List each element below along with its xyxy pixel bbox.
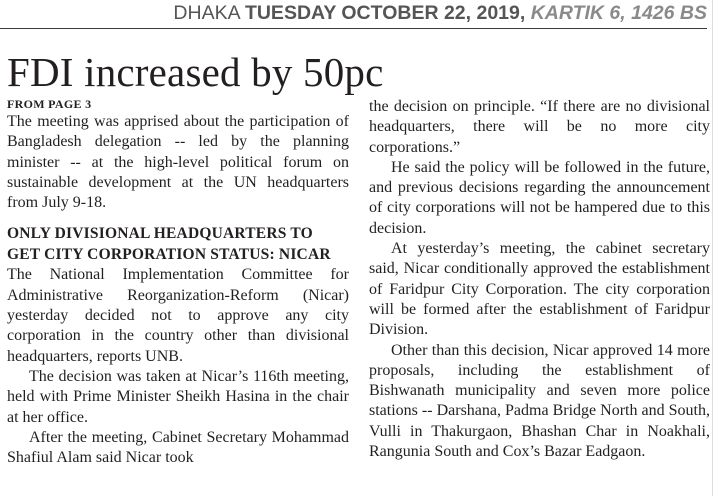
paragraph: Other than this decision, Nicar approved 14 more proposals, including the establishment of Bishwanath municipality and seven more police stations -- Darshana, Padma Bridge North and South, Vulli in Thakurgaon, Bhashan Char in Noakhali, Rangunia South and Cox’s Bazar Eadgaon. <box>369 341 710 461</box>
headline: FDI increased by 50pc <box>7 49 384 95</box>
dateline-date: TUESDAY OCTOBER 22, 2019, <box>244 2 526 24</box>
paragraph: The decision was taken at Nicar’s 116th meeting, held with Prime Minister Sheikh Hasina in the chair at her office. <box>7 367 349 426</box>
paragraph: He said the policy will be followed in the future, and previous decisions regarding the announcement of city corporations will not be hampered due to this decision. <box>369 158 710 237</box>
paragraph: The meeting was apprised about the participation of Bangladesh delegation -- led by the planning minister -- at the high-level political forum on sustainable development at the UN headquarters from July 9-18. <box>7 113 349 212</box>
article-column-left <box>7 97 349 496</box>
dateline-bangla-date: KARTIK 6, 1426 BS <box>530 2 707 24</box>
dateline-city: DHAKA <box>173 2 240 24</box>
dateline <box>0 0 707 29</box>
subheading: ONLY DIVISIONAL HEADQUARTERS TO GET CITY CORPORATION STATUS: NICAR <box>7 225 331 263</box>
article-column-right <box>369 97 710 496</box>
paragraph: The National Implementation Committee for Administrative Reorganization-Reform (Nicar) yesterday decided not to approve any city corporation in the country other than divisional headquarters, reports UNB. <box>7 266 349 365</box>
paragraph: the decision on principle. “If there are no divisional headquarters, there will be no more city corporations.” <box>369 98 710 156</box>
paragraph: After the meeting, Cabinet Secretary Mohammad Shafiul Alam said Nicar took <box>7 428 349 467</box>
paragraph: At yesterday’s meeting, the cabinet secretary said, Nicar conditionally approved the establishment of Faridpur City Corporation. The city corporation will be formed after the establishment of Faridpur Division. <box>369 240 710 339</box>
from-page-label: FROM PAGE 3 <box>7 97 92 111</box>
